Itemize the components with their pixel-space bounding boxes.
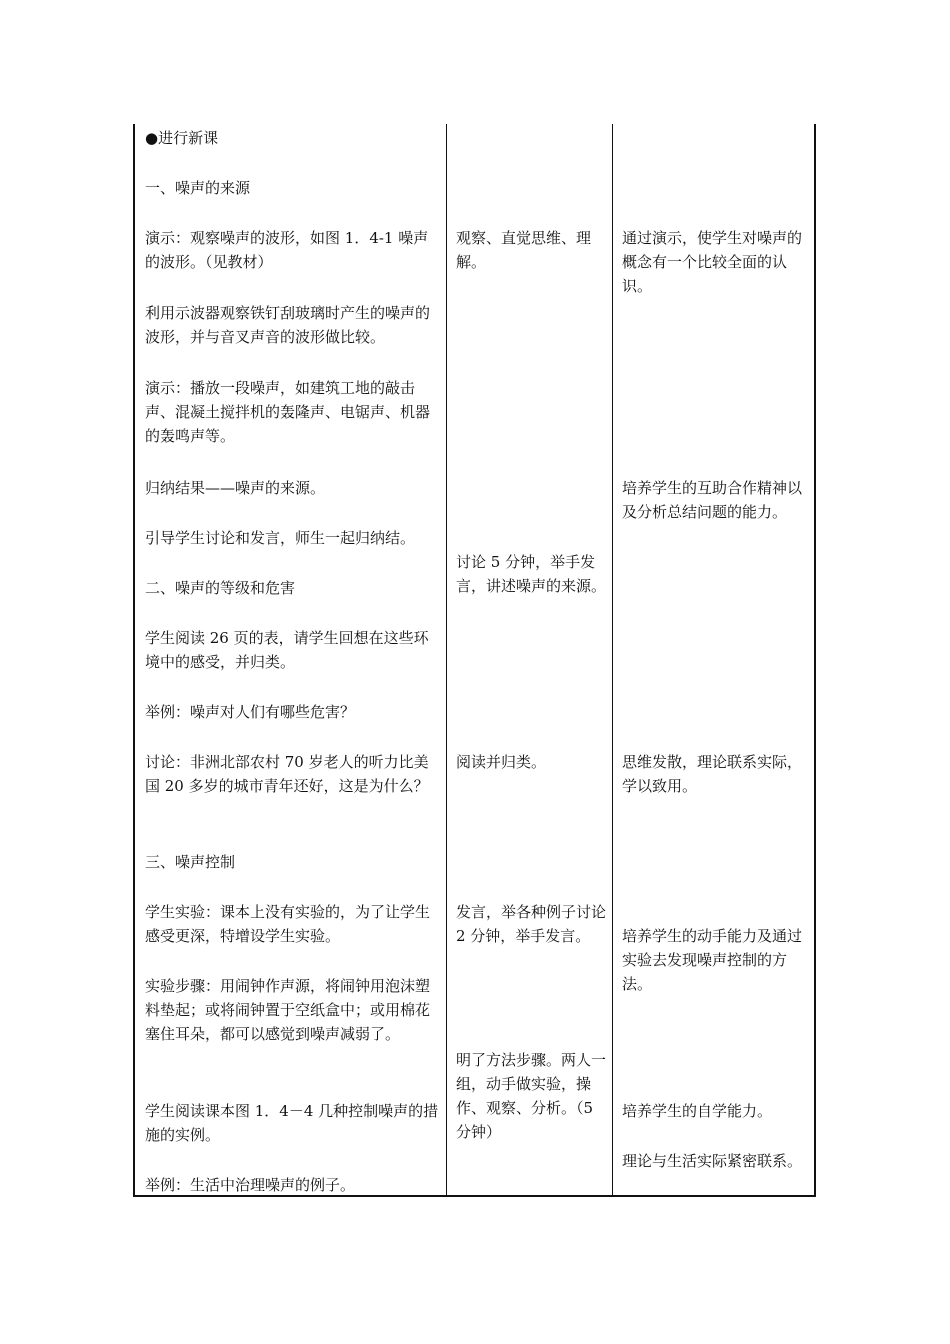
paragraph-discussion-hearing: 讨论：非洲北部农村 70 岁老人的听力比美国 20 多岁的城市青年还好，这是为什么？ xyxy=(145,753,429,795)
paragraph-experiment-steps: 实验步骤：用闹钟作声源，将闹钟用泡沫塑料垫起；或将闹钟置于空纸盒中；或用棉花塞住耳朵，都可以感觉到噪声减弱了。 xyxy=(145,977,431,1043)
paragraph-demo-waveform: 演示：观察噪声的波形，如图 1．4-1 噪声的波形。（见教材） xyxy=(145,229,429,271)
heading-noise-level: 二、噪声的等级和危害 xyxy=(145,579,296,597)
paragraph-summary: 归纳结果——噪声的来源。 xyxy=(145,479,326,497)
paragraph-example-control: 举例：生活中治理噪声的例子。 xyxy=(145,1176,356,1194)
paragraph-read-figure: 学生阅读课本图 1．4－4 几种控制噪声的措施的实例。 xyxy=(145,1102,439,1144)
activity-experiment: 明了方法步骤。两人一组，动手做实验，操作、观察、分析。（5 分钟） xyxy=(456,1051,607,1141)
activity-speak: 发言，举各种例子讨论 2 分钟，举手发言。 xyxy=(456,903,611,945)
heading-noise-control: 三、噪声控制 xyxy=(145,853,236,871)
paragraph-guide-discussion: 引导学生讨论和发言，师生一起归纳结。 xyxy=(145,529,416,547)
goal-practice: 理论与生活实际紧密联系。 xyxy=(622,1152,803,1170)
goal-cooperation: 培养学生的互助合作精神以及分析总结问题的能力。 xyxy=(622,479,803,521)
heading-noise-source: 一、噪声的来源 xyxy=(145,179,251,197)
goal-concept: 通过演示，使学生对噪声的概念有一个比较全面的认识。 xyxy=(622,229,803,295)
activity-read: 阅读并归类。 xyxy=(456,753,547,771)
activity-observe: 观察、直觉思维、理解。 xyxy=(456,229,592,271)
column-divider-1 xyxy=(446,124,447,1197)
column-divider-2 xyxy=(612,124,613,1197)
paragraph-example-harm: 举例：噪声对人们有哪些危害？ xyxy=(145,703,356,721)
activity-discuss: 讨论 5 分钟，举手发言，讲述噪声的来源。 xyxy=(456,553,607,595)
paragraph-oscilloscope: 利用示波器观察铁钉刮玻璃时产生的噪声的波形，并与音叉声音的波形做比较。 xyxy=(145,304,431,346)
goal-hands-on: 培养学生的动手能力及通过实验去发现噪声控制的方法。 xyxy=(622,927,803,993)
paragraph-student-experiment: 学生实验：课本上没有实验的，为了让学生感受更深，特增设学生实验。 xyxy=(145,903,431,945)
goal-self-study: 培养学生的自学能力。 xyxy=(622,1102,773,1120)
goal-thinking: 思维发散，理论联系实际，学以致用。 xyxy=(622,753,803,795)
paragraph-demo-playback: 演示：播放一段噪声，如建筑工地的敲击声、混凝土搅拌机的轰隆声、电锯声、机器的轰鸣声等。 xyxy=(145,379,431,445)
section-intro: ●进行新课 xyxy=(145,129,219,147)
paragraph-read-table: 学生阅读 26 页的表，请学生回想在这些环境中的感受，并归类。 xyxy=(145,629,429,671)
